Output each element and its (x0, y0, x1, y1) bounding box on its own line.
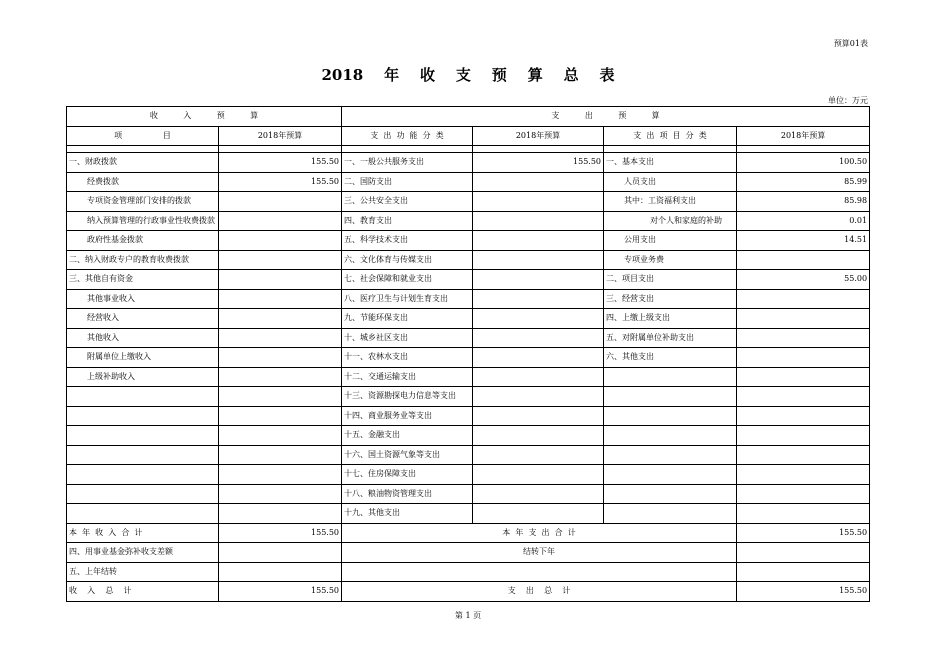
function-item-cell: 十九、其他支出 (342, 504, 473, 524)
col-budget-header-3: 2018年预算 (737, 126, 870, 146)
economic-item-cell: 专项业务费 (604, 250, 737, 270)
income-value-cell (219, 445, 342, 465)
income-total-value: 155.50 (219, 523, 342, 543)
function-value-cell (473, 231, 604, 251)
income-value-cell (219, 348, 342, 368)
economic-item-cell (604, 426, 737, 446)
economic-value-cell (737, 387, 870, 407)
page-footer: 第 1 页 (454, 611, 482, 620)
table-row (67, 504, 870, 524)
col-function-header: 支 出 功 能 分 类 (342, 126, 473, 146)
table-row (67, 406, 870, 426)
expense-total-value: 155.50 (737, 523, 870, 543)
table-row (67, 270, 870, 290)
function-value-cell (473, 484, 604, 504)
income-item-cell (67, 426, 219, 446)
table-row (67, 484, 870, 504)
function-item-cell: 三、公共安全支出 (342, 192, 473, 212)
income-total-label: 本 年 收 入 合 计 (67, 523, 219, 543)
table-row (67, 309, 870, 329)
economic-item-cell (604, 445, 737, 465)
col-economic-header: 支 出 项 目 分 类 (604, 126, 737, 146)
col-budget-header-1: 2018年预算 (219, 126, 342, 146)
economic-value-cell: 85.99 (737, 172, 870, 192)
carry-forward-label: 结转下年 (342, 543, 737, 563)
income-value-cell (219, 289, 342, 309)
income-item-cell: 经营收入 (67, 309, 219, 329)
income-item-cell: 纳入预算管理的行政事业性收费拨款 (67, 211, 219, 231)
table-row (67, 387, 870, 407)
economic-value-cell: 55.00 (737, 270, 870, 290)
economic-value-cell (737, 426, 870, 446)
function-item-cell: 八、医疗卫生与计划生育支出 (342, 289, 473, 309)
income-item-cell: 其他收入 (67, 328, 219, 348)
economic-value-cell: 14.51 (737, 231, 870, 251)
form-code: 预算01表 (833, 39, 868, 48)
function-value-cell (473, 211, 604, 231)
income-item-cell: 附属单位上缴收入 (67, 348, 219, 368)
function-value-cell: 155.50 (473, 153, 604, 173)
function-value-cell (473, 348, 604, 368)
grand-expense-label: 支 出 总 计 (342, 582, 737, 602)
economic-item-cell: 公用支出 (604, 231, 737, 251)
income-group-header: 收 入 预 算 (67, 107, 342, 127)
economic-value-cell: 100.50 (737, 153, 870, 173)
economic-item-cell: 二、项目支出 (604, 270, 737, 290)
economic-value-cell: 85.98 (737, 192, 870, 212)
table-row (67, 367, 870, 387)
income-item-cell: 政府性基金拨款 (67, 231, 219, 251)
income-value-cell (219, 426, 342, 446)
table-row (67, 211, 870, 231)
function-item-cell: 十七、住房保障支出 (342, 465, 473, 485)
function-value-cell (473, 445, 604, 465)
col-item-header: 项 目 (67, 126, 219, 146)
grand-income-label: 收 入 总 计 (67, 582, 219, 602)
function-value-cell (473, 328, 604, 348)
income-item-cell (67, 504, 219, 524)
income-value-cell (219, 250, 342, 270)
income-item-cell: 经费拨款 (67, 172, 219, 192)
table-row (67, 153, 870, 173)
grand-income-value: 155.50 (219, 582, 342, 602)
economic-item-cell: 其中：工资福利支出 (604, 192, 737, 212)
function-value-cell (473, 426, 604, 446)
economic-value-cell (737, 328, 870, 348)
function-item-cell: 九、节能环保支出 (342, 309, 473, 329)
function-value-cell (473, 172, 604, 192)
income-item-cell (67, 445, 219, 465)
function-item-cell: 十五、金融支出 (342, 426, 473, 446)
economic-value-cell (737, 465, 870, 485)
economic-item-cell: 人员支出 (604, 172, 737, 192)
table-row (67, 328, 870, 348)
income-item-cell (67, 484, 219, 504)
economic-item-cell: 一、基本支出 (604, 153, 737, 173)
income-item-cell: 三、其他自有资金 (67, 270, 219, 290)
fund-label: 四、用事业基金弥补收支差额 (67, 543, 219, 563)
income-value-cell (219, 192, 342, 212)
prev-year-label: 五、上年结转 (67, 562, 219, 582)
function-value-cell (473, 367, 604, 387)
income-item-cell: 上级补助收入 (67, 367, 219, 387)
economic-item-cell (604, 504, 737, 524)
table-row (67, 231, 870, 251)
economic-value-cell (737, 504, 870, 524)
income-item-cell: 二、纳入财政专户的教育收费拨款 (67, 250, 219, 270)
function-value-cell (473, 465, 604, 485)
table-row (67, 445, 870, 465)
function-item-cell: 二、国防支出 (342, 172, 473, 192)
economic-item-cell (604, 465, 737, 485)
economic-item-cell: 对个人和家庭的补助 (604, 211, 737, 231)
function-value-cell (473, 289, 604, 309)
table-row (67, 289, 870, 309)
economic-value-cell (737, 367, 870, 387)
table-row (67, 172, 870, 192)
function-item-cell: 十一、农林水支出 (342, 348, 473, 368)
economic-item-cell: 六、其他支出 (604, 348, 737, 368)
income-item-cell (67, 387, 219, 407)
function-item-cell: 十二、交通运输支出 (342, 367, 473, 387)
economic-item-cell (604, 406, 737, 426)
income-value-cell (219, 465, 342, 485)
page-title: 2018 年 收 支 预 算 总 表 (321, 66, 615, 84)
income-item-cell: 一、财政拨款 (67, 153, 219, 173)
grand-total-row (67, 582, 870, 602)
function-value-cell (473, 387, 604, 407)
function-item-cell: 十六、国土资源气象等支出 (342, 445, 473, 465)
economic-value-cell (737, 289, 870, 309)
function-item-cell: 十三、资源勘探电力信息等支出 (342, 387, 473, 407)
group-header-row (67, 107, 870, 127)
function-item-cell: 一、一般公共服务支出 (342, 153, 473, 173)
income-value-cell: 155.50 (219, 153, 342, 173)
table-body (67, 153, 870, 524)
income-item-cell (67, 406, 219, 426)
income-value-cell: 155.50 (219, 172, 342, 192)
economic-item-cell (604, 484, 737, 504)
income-value-cell (219, 504, 342, 524)
function-value-cell (473, 192, 604, 212)
economic-value-cell (737, 250, 870, 270)
table-row (67, 426, 870, 446)
function-item-cell: 十八、粮油物资管理支出 (342, 484, 473, 504)
function-value-cell (473, 504, 604, 524)
function-item-cell: 六、文化体育与传媒支出 (342, 250, 473, 270)
income-item-cell (67, 465, 219, 485)
economic-value-cell (737, 406, 870, 426)
income-value-cell (219, 387, 342, 407)
expense-total-label: 本 年 支 出 合 计 (342, 523, 737, 543)
function-value-cell (473, 406, 604, 426)
income-item-cell: 专项资金管理部门安排的拨款 (67, 192, 219, 212)
income-value-cell (219, 270, 342, 290)
economic-value-cell (737, 445, 870, 465)
income-value-cell (219, 231, 342, 251)
function-value-cell (473, 309, 604, 329)
function-value-cell (473, 250, 604, 270)
expense-group-header: 支 出 预 算 (342, 107, 870, 127)
table-row (67, 250, 870, 270)
function-item-cell: 五、科学技术支出 (342, 231, 473, 251)
function-item-cell: 四、教育支出 (342, 211, 473, 231)
economic-item-cell: 三、经营支出 (604, 289, 737, 309)
function-value-cell (473, 270, 604, 290)
budget-table (66, 106, 870, 602)
function-item-cell: 十四、商业服务业等支出 (342, 406, 473, 426)
income-value-cell (219, 328, 342, 348)
col-budget-header-2: 2018年预算 (473, 126, 604, 146)
table-row (67, 348, 870, 368)
spacer-row (67, 146, 870, 153)
economic-value-cell (737, 309, 870, 329)
function-item-cell: 十、城乡社区支出 (342, 328, 473, 348)
economic-value-cell (737, 484, 870, 504)
economic-item-cell (604, 387, 737, 407)
prev-year-row (67, 562, 870, 582)
table-row (67, 192, 870, 212)
grand-expense-value: 155.50 (737, 582, 870, 602)
table-row (67, 465, 870, 485)
fund-row (67, 543, 870, 563)
economic-value-cell (737, 348, 870, 368)
income-value-cell (219, 211, 342, 231)
unit-label: 单位：万元 (828, 96, 868, 105)
economic-item-cell: 五、对附属单位补助支出 (604, 328, 737, 348)
income-value-cell (219, 484, 342, 504)
income-item-cell: 其他事业收入 (67, 289, 219, 309)
economic-value-cell: 0.01 (737, 211, 870, 231)
column-header-row (67, 126, 870, 146)
economic-item-cell: 四、上缴上级支出 (604, 309, 737, 329)
function-item-cell: 七、社会保障和就业支出 (342, 270, 473, 290)
economic-item-cell (604, 367, 737, 387)
income-value-cell (219, 406, 342, 426)
income-total-row (67, 523, 870, 543)
income-value-cell (219, 367, 342, 387)
income-value-cell (219, 309, 342, 329)
